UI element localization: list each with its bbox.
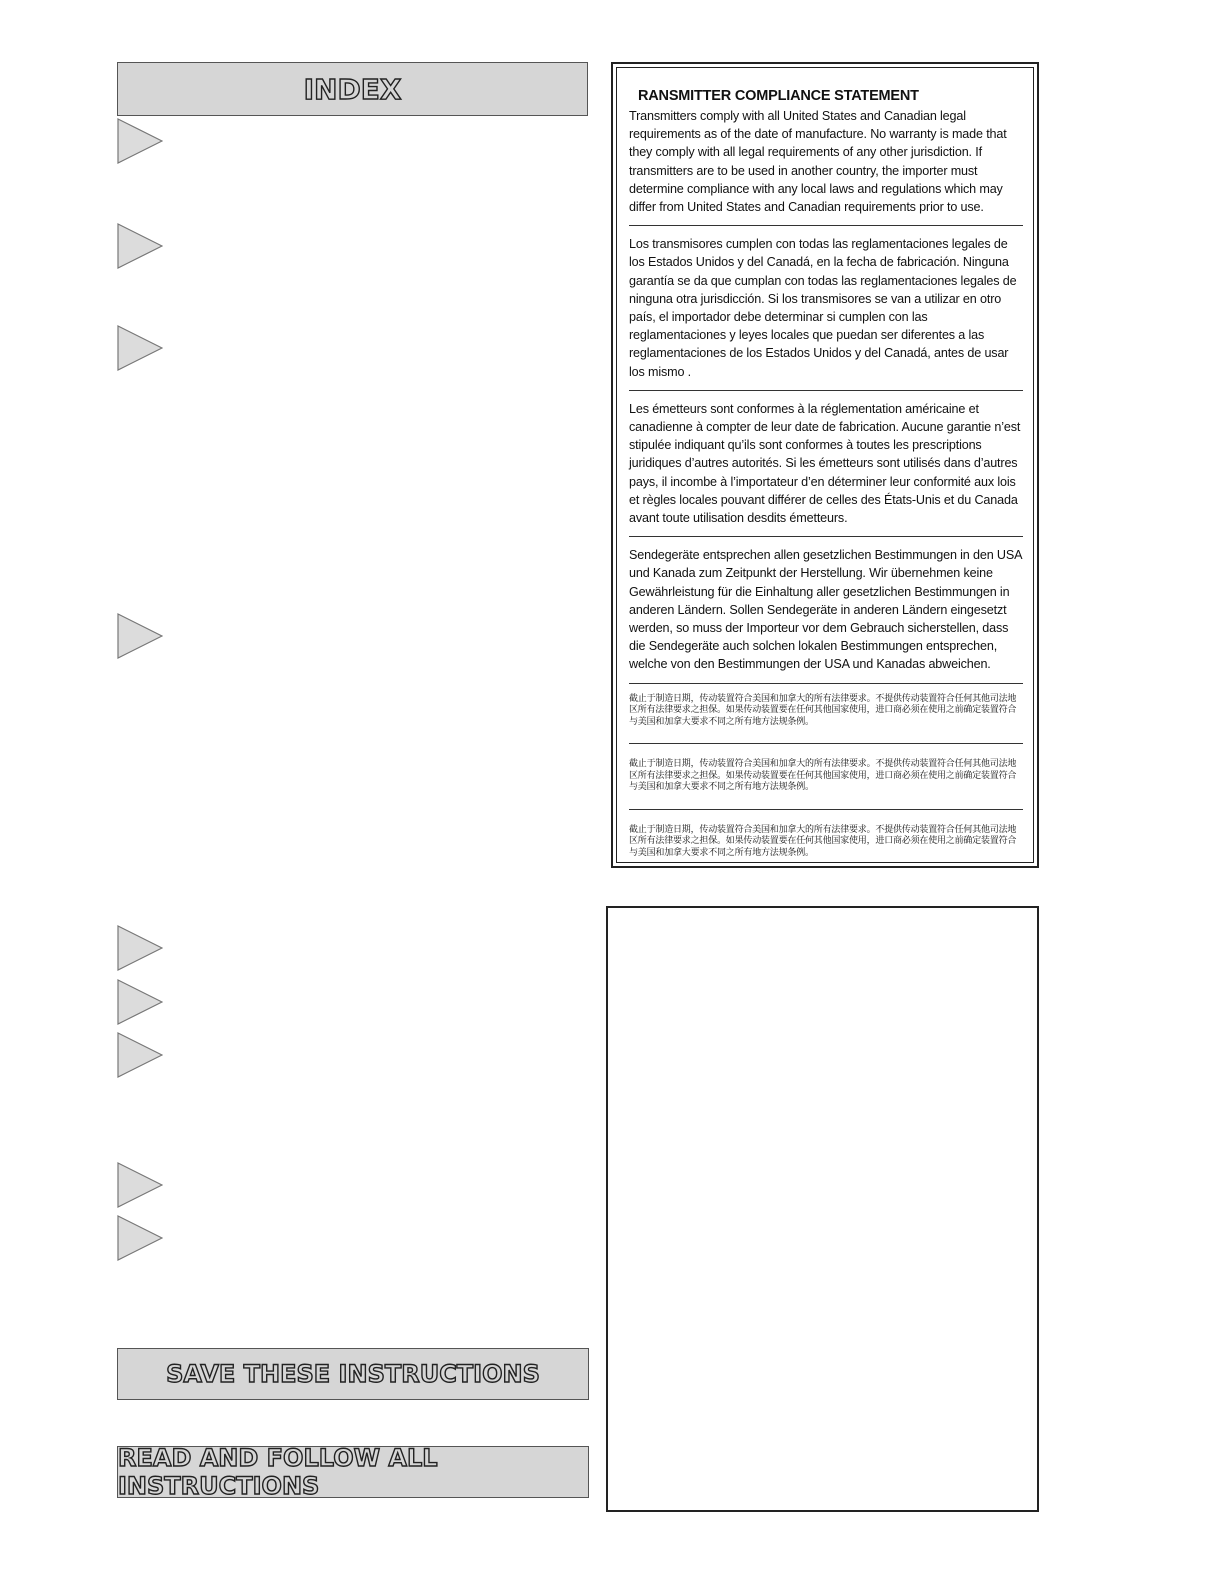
- index-title: INDEX: [303, 72, 402, 106]
- save-instructions-label: SAVE THESE INSTRUCTIONS: [166, 1360, 540, 1388]
- divider: [629, 743, 1023, 744]
- save-instructions-banner: [117, 1348, 589, 1400]
- divider: [629, 390, 1023, 391]
- compliance-chinese-3: 截止于制造日期，传动装置符合美国和加拿大的所有法律要求。不提供传动装置符合任何其他司法地区所有法律要求之担保。如果传动装置要在任何其他国家使用，进口商必须在使用之前确定装置符合与美国和加拿大要求不同之所有地方法规条例。: [629, 823, 1017, 857]
- index-banner: [117, 62, 588, 116]
- compliance-chinese-1: 截止于制造日期，传动装置符合美国和加拿大的所有法律要求。不提供传动装置符合任何其他司法地区所有法律要求之担保。如果传动装置要在任何其他国家使用，进口商必须在使用之前确定装置符合与美国和加拿大要求不同之所有地方法规条例。: [629, 692, 1017, 726]
- section-marker-7: [117, 1032, 163, 1078]
- compliance-title: RANSMITTER COMPLIANCE STATEMENT: [638, 88, 919, 104]
- divider: [629, 683, 1023, 684]
- blank-notes-box: [606, 906, 1039, 1512]
- section-marker-5: [117, 925, 163, 971]
- compliance-chinese-2: 截止于制造日期，传动装置符合美国和加拿大的所有法律要求。不提供传动装置符合任何其他司法地区所有法律要求之担保。如果传动装置要在任何其他国家使用，进口商必须在使用之前确定装置符合与美国和加拿大要求不同之所有地方法规条例。: [629, 758, 1017, 792]
- compliance-french: Les émetteurs sont conformes à la réglementation américaine et canadienne à compter de leur date de fabrication. Aucune garantie n’est stipulée indiquant qu’ils sont conformes à toutes les prescriptions juridiques d’autres autorités. Si les émetteurs sont utilisés dans d’autres pays, il incombe à l’importateur d’en déterminer leur conformité aux lois et règles locales pouvant différer de celles des États-Unis et du Canada avant toute utilisation desdits émetteurs.: [629, 401, 1021, 526]
- divider: [629, 536, 1023, 537]
- read-instructions-label: READ AND FOLLOW ALL INSTRUCTIONS: [118, 1444, 438, 1500]
- compliance-spanish: Los transmisores cumplen con todas las reglamentaciones legales de los Estados Unidos y del Canadá, en la fecha de fabricación. Ninguna garantía se da que cumplan con todas las reglamentaciones legales de ninguna otra jurisdicción. Si los transmisores se van a utilizar en otro país, el importador debe determinar si cumplen con las reglamentaciones y leyes locales que puedan ser diferentes a las reglamentaciones de los Estados Unidos y del Canadá, antes de usar los mismo .: [629, 237, 1017, 379]
- section-marker-2: [117, 223, 163, 269]
- divider: [629, 809, 1023, 810]
- section-marker-3: [117, 325, 163, 371]
- compliance-german: Sendegeräte entsprechen allen gesetzlichen Bestimmungen in den USA und Kanada zum Zeitpunkt der Herstellung. Wir übernehmen keine Gewährleistung für die Einhaltung aller gesetzlichen Bestimmungen in anderen Ländern. Sollen Sendegeräte in anderen Ländern eingesetzt werden, so muss der Importeur vor dem Gebrauch sicherstellen, dass die Sendegeräte auch solchen lokalen Bestimmungen entsprechen, welche von den Bestimmungen der USA und Kanadas abweichen.: [629, 548, 1022, 672]
- section-marker-9: [117, 1215, 163, 1261]
- section-marker-1: [117, 118, 163, 164]
- section-marker-4: [117, 613, 163, 659]
- compliance-statement-box: [611, 62, 1039, 868]
- compliance-statement-inner: [616, 67, 1034, 863]
- compliance-english: Transmitters comply with all United States and Canadian legal requirements as of the date of manufacture. No warranty is made that they comply with all legal requirements of any other jurisdiction. If transmitters are to be used in another country, the importer must determine compliance with any local laws and regulations which may differ from United States and Canadian requirements prior to use.: [629, 109, 1007, 215]
- divider: [629, 225, 1023, 226]
- section-marker-6: [117, 979, 163, 1025]
- section-marker-8: [117, 1162, 163, 1208]
- read-instructions-banner: [117, 1446, 589, 1498]
